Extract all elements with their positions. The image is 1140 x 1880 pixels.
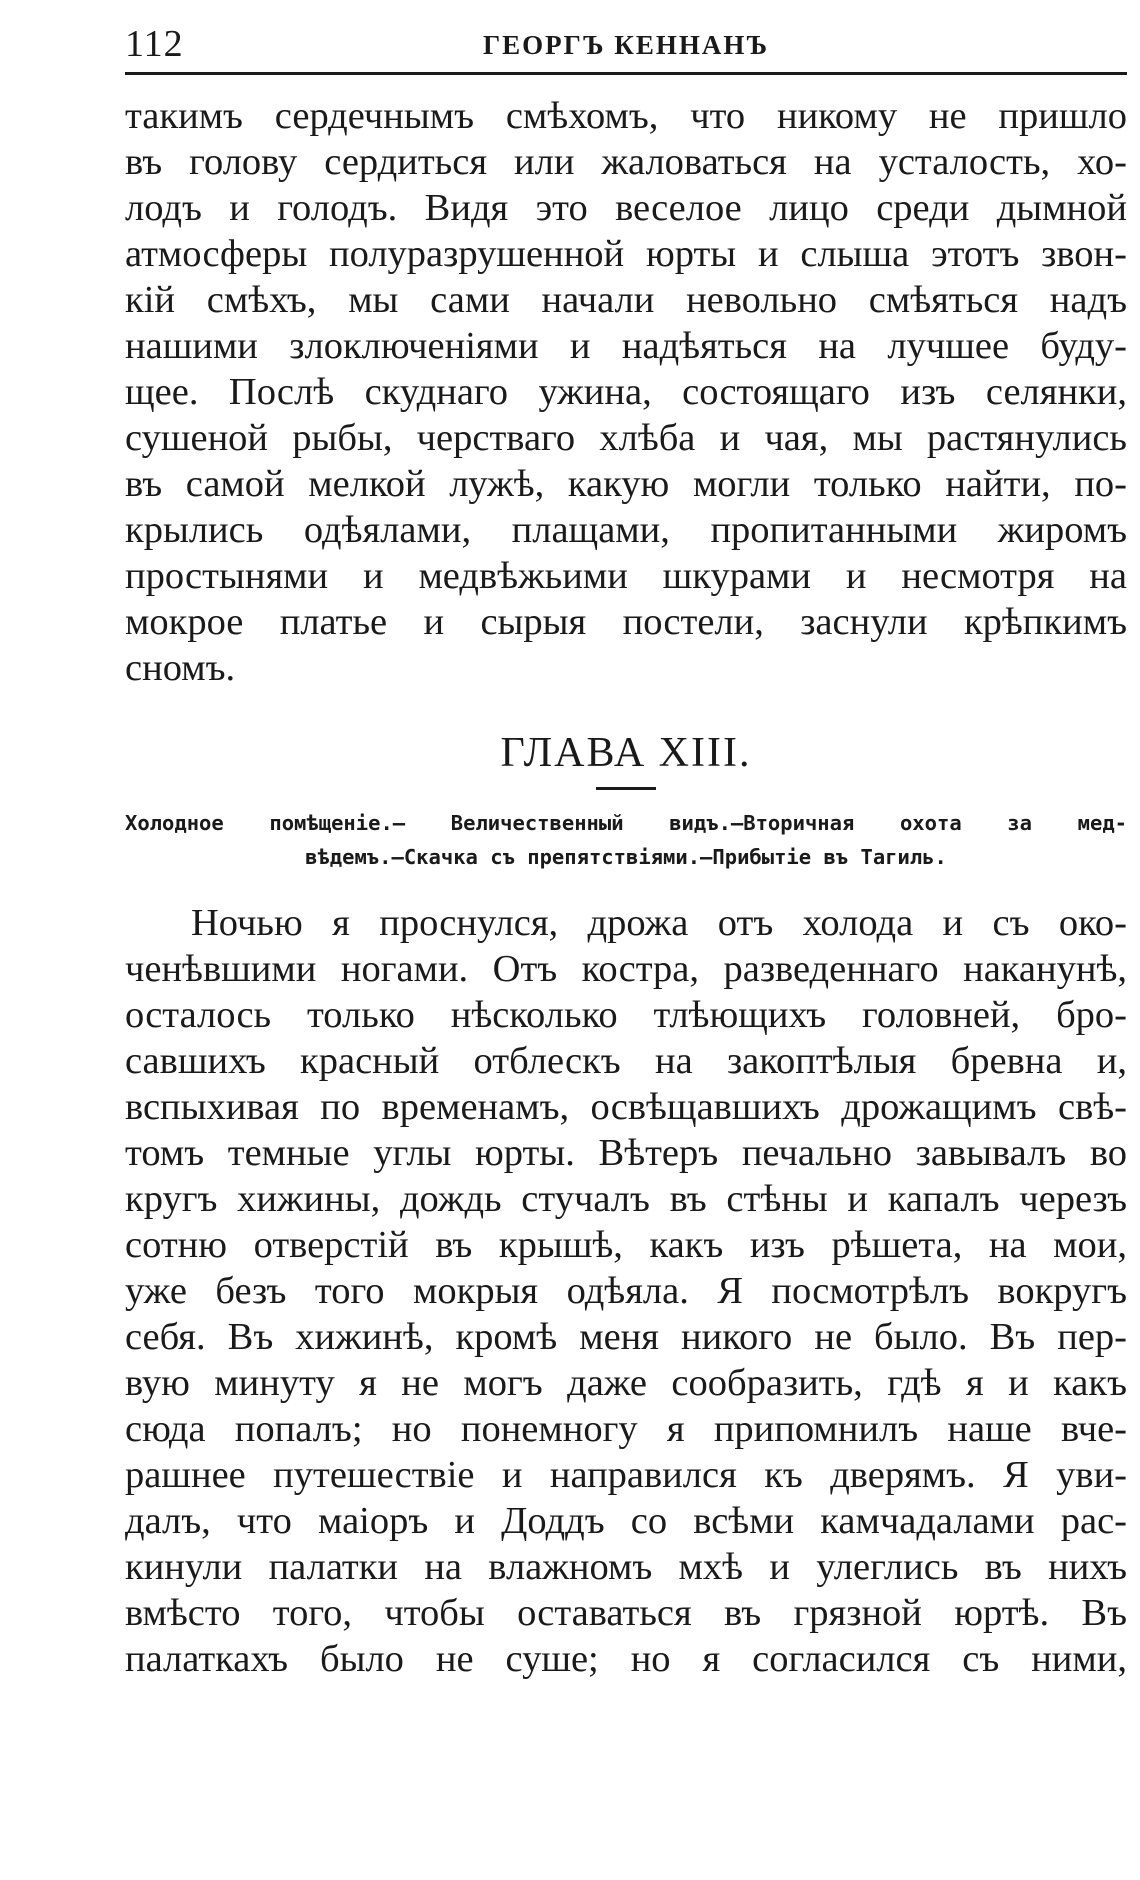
chapter-paragraph [125,900,1127,1682]
text-line: нашими злоключеніями и надѣяться на лучшее буду- [125,325,1127,367]
text-line: сномъ. [125,647,236,689]
text-line: кругъ хижины, дождь стучалъ въ стѣны и капалъ черезъ [125,1178,1127,1220]
text-line: щее. Послѣ скуднаго ужина, состоящаго изъ селянки, [125,371,1127,413]
text-line: атмосферы полуразрушенной юрты и слыша этотъ звон- [125,233,1127,275]
text-line: савшихъ красный отблескъ на закоптѣлыя бревна и, [125,1040,1127,1082]
text-line: сушеной рыбы, черстваго хлѣба и чая, мы растянулись [125,417,1127,459]
text-line: мокрое платье и сырыя постели, заснули крѣпкимъ [125,601,1127,643]
text-line: далъ, что маіоръ и Доддъ со всѣми камчадалами рас- [125,1500,1127,1542]
page-number: 112 [125,23,184,65]
chapter-summary [125,806,1127,874]
text-line: кинули палатки на влажномъ мхѣ и улеглись въ нихъ [125,1546,1127,1588]
text-line: такимъ сердечнымъ смѣхомъ, что никому не пришло [125,95,1127,137]
text-line: крылись одѣялами, плащами, пропитанными жиромъ [125,509,1127,551]
chapter-divider [596,787,656,790]
running-title: ГЕОРГЪ КЕННАНЪ [482,30,770,60]
text-line: томъ темные углы юрты. Вѣтеръ печально завывалъ во [125,1132,1127,1174]
text-line: уже безъ того мокрыя одѣяла. Я посмотрѣлъ вокругъ [125,1270,1127,1312]
text-line: простынями и медвѣжьими шкурами и несмотря на [125,555,1127,597]
text-line: сотню отверстій въ крышѣ, какъ изъ рѣшета, на мои, [125,1224,1127,1266]
paragraph-continued [125,93,1127,691]
text-line: палаткахъ было не суше; но я согласился съ ними, [125,1638,1127,1680]
text-line: вспыхивая по временамъ, освѣщавшихъ дрожащимъ свѣ- [125,1086,1127,1128]
text-line: ченѣвшими ногами. Отъ костра, разведеннаго наканунѣ, [125,948,1127,990]
text-line: кій смѣхъ, мы сами начали невольно смѣяться надъ [125,279,1127,321]
text-line: рашнее путешествіе и направился къ дверямъ. Я уви- [125,1454,1127,1496]
chapter-title: ГЛАВА XIII. [500,730,752,776]
text-line: въ голову сердиться или жаловаться на усталость, хо- [125,141,1127,183]
text-line: осталось только нѣсколько тлѣющихъ головней, бро- [125,994,1127,1036]
text-line: себя. Въ хижинѣ, кромѣ меня никого не было. Въ пер- [125,1316,1127,1358]
book-page [125,22,1127,1682]
text-line: лодъ и голодъ. Видя это веселое лицо среди дымной [125,187,1127,229]
text-line: вмѣсто того, чтобы оставаться въ грязной юртѣ. Въ [125,1592,1127,1634]
text-line: сюда попалъ; но понемногу я припомнилъ наше вче- [125,1408,1127,1450]
text-line: вую минуту я не могъ даже сообразить, гдѣ я и какъ [125,1362,1127,1404]
summary-line: Холодное помѣщеніе.— Величественный видъ.—Вторичная охота за мед- [125,811,1127,835]
summary-line: вѣдемъ.—Скачка съ препятствіями.—Прибытіе въ Тагиль. [305,845,947,869]
page-header [125,22,1127,75]
text-line: въ самой мелкой лужѣ, какую могли только найти, по- [125,463,1127,505]
text-line: Ночью я проснулся, дрожа отъ холода и съ око- [191,902,1127,944]
